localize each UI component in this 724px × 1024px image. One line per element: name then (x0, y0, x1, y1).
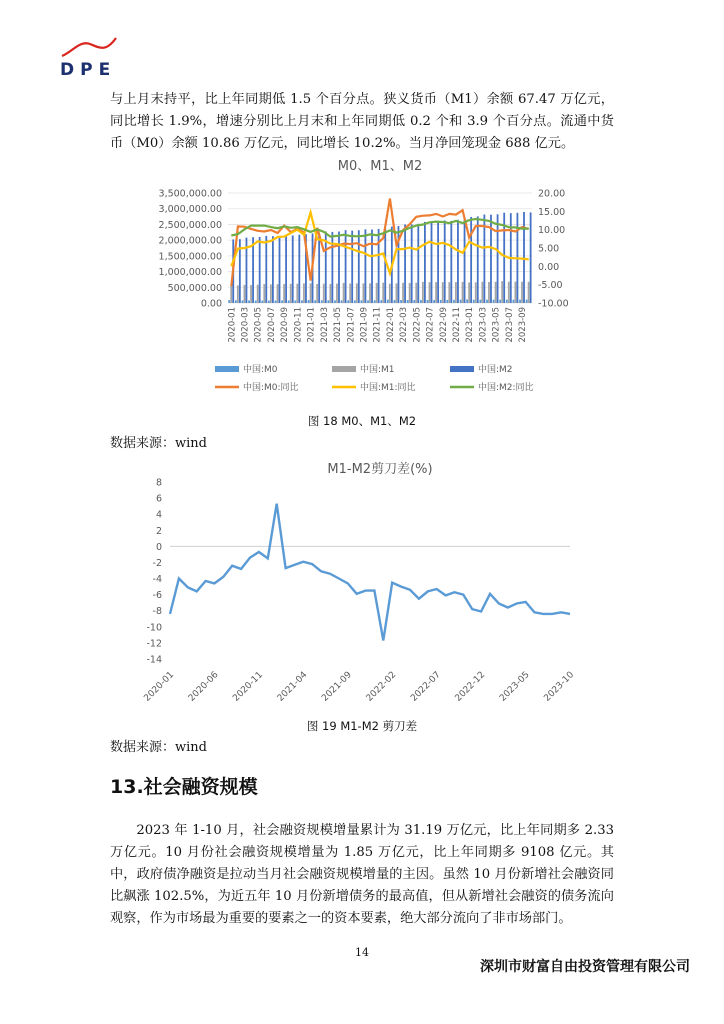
bar-m1 (323, 284, 325, 303)
bar-m2 (431, 222, 433, 303)
y-tick-label: -14 (146, 654, 162, 666)
logo-text: DPE (60, 60, 117, 80)
bar-m1 (435, 282, 437, 303)
bar-m2 (424, 222, 426, 303)
bar-m1 (521, 282, 523, 303)
bar-m0 (440, 300, 442, 303)
bar-m0 (486, 300, 488, 303)
bar-m0 (354, 300, 356, 303)
bar-m1 (429, 282, 431, 303)
x-tick-label: 2020-06 (186, 670, 221, 704)
bar-m1 (329, 284, 331, 303)
left-tick-label: 3,000,000.00 (158, 204, 222, 216)
bar-m1 (402, 283, 404, 303)
bar-m2 (358, 230, 360, 303)
paragraph-social-financing: 2023 年 1-10 月，社会融资规模增量累计为 31.19 万亿元，比上年同期多 2.33 万亿元。10 月份社会融资规模增量为 1.85 万亿元，比上年同期多 9108 亿元。其中，政府债净融资是拉动当月社会融资规模增量的主因。虽然 10 月份新增社会融资同比飙涨 102.5%，为近五年 10 月份新增债务的最高值，但从新增社会融资的债务流向观察，作为市场最为重要的要素之一的资本要素，绝大部分流向了非市场部门。 (110, 823, 614, 926)
bar-m0 (242, 300, 244, 303)
bar-m1 (310, 283, 312, 303)
x-tick-label: 2022-02 (364, 670, 399, 704)
bar-m0 (367, 300, 369, 303)
bar-m1 (356, 283, 358, 303)
bar-m2 (365, 229, 367, 303)
bar-m1 (369, 283, 371, 303)
bar-m2 (437, 221, 439, 303)
bar-m0 (400, 300, 402, 303)
chart-m0-m1-m2 (140, 150, 590, 400)
bar-m2 (371, 230, 373, 303)
figure-19-caption: 图 19 M1-M2 剪刀差 (306, 719, 418, 733)
bar-m1 (250, 285, 252, 303)
bar-m0 (294, 300, 296, 303)
y-tick-label: 6 (155, 493, 162, 505)
bar-m0 (235, 300, 237, 303)
bar-m2 (450, 221, 452, 303)
y-tick-label: -12 (146, 638, 162, 650)
bar-m1 (263, 284, 265, 303)
bar-m1 (481, 282, 483, 303)
left-tick-label: 0.00 (200, 298, 222, 310)
bar-m0 (433, 300, 435, 303)
legend-swatch (215, 366, 239, 372)
bar-m1 (409, 283, 411, 303)
figure-18-source: 数据来源：wind (110, 436, 207, 451)
bar-m1 (422, 282, 424, 303)
bar-m1 (415, 283, 417, 303)
y-tick-label: -2 (152, 557, 162, 569)
x-tick-label: 2021-01 (306, 307, 317, 343)
bar-m1 (343, 283, 345, 303)
right-tick-label: 20.00 (538, 188, 566, 200)
bar-m0 (327, 300, 329, 303)
bar-m0 (314, 300, 316, 303)
bar-m0 (513, 300, 515, 303)
logo-swoosh-icon (62, 38, 116, 56)
bar-m2 (338, 232, 340, 304)
bar-m0 (453, 300, 455, 303)
bar-m2 (279, 236, 281, 303)
x-tick-label: 2021-07 (346, 307, 357, 343)
bar-m1 (303, 283, 305, 303)
bar-m1 (376, 283, 378, 303)
bar-m1 (515, 282, 517, 303)
bar-m1 (508, 282, 510, 303)
bar-m0 (347, 300, 349, 303)
bar-m2 (404, 225, 406, 303)
bar-m1 (442, 282, 444, 303)
bar-m1 (475, 282, 477, 303)
bar-m0 (387, 300, 389, 303)
legend-label: 中国:M1 (360, 365, 395, 375)
y-tick-label: -6 (152, 590, 162, 602)
x-tick-label: 2022-11 (452, 307, 462, 343)
bar-m0 (394, 300, 396, 303)
bar-m1 (389, 284, 391, 303)
bar-m0 (519, 300, 521, 303)
company-name: 深圳市财富自由投资管理有限公司 (480, 959, 690, 975)
bar-m0 (380, 300, 382, 303)
x-tick-label: 2022-07 (425, 307, 436, 343)
x-tick-label: 2021-11 (372, 307, 383, 343)
x-tick-label: 2022-09 (438, 307, 449, 343)
bar-m0 (275, 300, 277, 303)
bar-m0 (420, 300, 422, 303)
bar-m1 (448, 282, 450, 303)
left-tick-label: 1,000,000.00 (158, 267, 222, 279)
page-number: 14 (355, 946, 369, 959)
bar-m0 (526, 300, 528, 303)
x-tick-label: 2020-07 (266, 307, 277, 343)
right-tick-label: 5.00 (538, 243, 560, 255)
y-tick-label: 0 (155, 541, 162, 553)
bar-m1 (257, 285, 259, 303)
bar-m1 (230, 286, 232, 303)
bar-m1 (382, 283, 384, 303)
x-tick-label: 2021-03 (319, 307, 330, 343)
x-tick-label: 2020-11 (293, 307, 304, 343)
legend-swatch (450, 366, 474, 372)
x-tick-label: 2022-05 (412, 307, 423, 343)
bar-m2 (345, 230, 347, 303)
x-tick-label: 2023-05 (498, 670, 532, 704)
bar-m1 (277, 284, 279, 303)
bar-m2 (272, 236, 274, 303)
bar-m0 (255, 301, 257, 303)
chart-m1-m2-scissors (130, 455, 600, 710)
bar-m2 (483, 215, 485, 303)
section-heading: 13.社会融资规模 (110, 776, 258, 798)
bar-m0 (288, 300, 290, 303)
legend-label: 中国:M2:同比 (478, 383, 534, 393)
y-tick-label: 4 (155, 509, 162, 521)
x-tick-label: 2021-05 (333, 307, 344, 343)
x-tick-label: 2021-09 (359, 307, 370, 343)
bar-m0 (301, 300, 303, 303)
bar-m1 (290, 284, 292, 303)
x-tick-label: 2023-05 (491, 307, 502, 343)
x-tick-label: 2022-03 (399, 307, 410, 343)
bar-m2 (331, 232, 333, 303)
x-tick-label: 2020-01 (227, 307, 238, 343)
x-tick-label: 2023-01 (465, 307, 476, 343)
bar-m2 (523, 212, 525, 303)
x-tick-label: 2020-01 (142, 670, 177, 704)
bar-m2 (292, 235, 294, 303)
bar-m0 (268, 301, 270, 303)
x-tick-label: 2020-09 (280, 307, 291, 343)
left-tick-label: 2,000,000.00 (158, 235, 222, 247)
bar-m0 (506, 300, 508, 303)
bar-m2 (285, 235, 287, 303)
bar-m1 (495, 282, 497, 303)
x-tick-label: 2021-04 (275, 670, 310, 704)
x-tick-label: 2023-10 (542, 670, 577, 704)
right-tick-label: 15.00 (538, 206, 566, 218)
bar-m2 (265, 236, 267, 303)
bar-m2 (530, 212, 532, 303)
x-tick-label: 2022-12 (453, 670, 488, 704)
bar-m2 (444, 220, 446, 303)
left-tick-label: 3,500,000.00 (158, 188, 222, 200)
bar-m2 (318, 233, 320, 303)
bar-m2 (259, 237, 261, 303)
bar-m0 (361, 300, 363, 303)
left-tick-label: 2,500,000.00 (158, 219, 222, 231)
y-tick-label: -4 (152, 574, 162, 586)
bar-m1 (270, 284, 272, 303)
bar-m1 (468, 282, 470, 303)
x-tick-label: 2020-11 (231, 670, 266, 704)
x-tick-label: 2020-03 (240, 307, 251, 343)
figure-18-caption: 图 18 M0、M1、M2 (307, 414, 417, 428)
figure-19-source: 数据来源：wind (110, 740, 207, 755)
bar-m1 (336, 284, 338, 303)
bar-m2 (457, 220, 459, 303)
bar-m0 (281, 300, 283, 303)
bar-m2 (298, 235, 300, 303)
chart-title: M0、M1、M2 (337, 159, 423, 174)
y-tick-label: -8 (152, 606, 162, 618)
legend-label: 中国:M0:同比 (243, 383, 299, 393)
right-tick-label: 0.00 (538, 261, 560, 273)
bar-m0 (341, 300, 343, 303)
bar-m2 (470, 217, 472, 303)
legend-label: 中国:M1:同比 (360, 383, 416, 393)
bar-m2 (351, 231, 353, 303)
bar-m1 (316, 284, 318, 303)
bar-m2 (252, 237, 254, 303)
bar-m1 (396, 283, 398, 303)
bar-m0 (334, 300, 336, 303)
right-tick-label: -10.00 (538, 298, 569, 310)
bar-m0 (427, 300, 429, 303)
bar-m1 (296, 284, 298, 303)
legend-label: 中国:M2 (478, 365, 513, 375)
bar-m0 (460, 300, 462, 303)
bar-m0 (493, 300, 495, 303)
x-tick-label: 2020-05 (253, 307, 264, 343)
left-tick-label: 500,000.00 (167, 282, 222, 294)
bar-m2 (417, 224, 419, 303)
x-tick-label: 2023-07 (504, 307, 515, 343)
bar-m0 (413, 300, 415, 303)
bar-m0 (248, 300, 250, 303)
chart-title: M1-M2剪刀差(%) (327, 462, 433, 477)
bar-m2 (378, 229, 380, 303)
x-tick-label: 2022-01 (385, 307, 396, 343)
bar-m2 (497, 214, 499, 303)
y-tick-label: 2 (155, 525, 162, 537)
legend-label: 中国:M0 (243, 365, 278, 375)
bar-m0 (466, 299, 468, 303)
scissors-line (170, 504, 570, 641)
bar-m1 (501, 281, 503, 303)
bar-m1 (488, 282, 490, 303)
x-tick-label: 2023-03 (478, 307, 489, 343)
x-tick-label: 2021-09 (320, 670, 354, 704)
bar-m1 (283, 284, 285, 303)
bar-m1 (363, 283, 365, 303)
bar-m0 (407, 300, 409, 303)
right-tick-label: 10.00 (538, 225, 566, 237)
bar-m0 (374, 300, 376, 303)
bar-m2 (384, 228, 386, 303)
bar-m1 (237, 285, 239, 303)
bar-m0 (473, 300, 475, 303)
bar-m1 (528, 282, 530, 303)
bar-m0 (308, 300, 310, 303)
y-tick-label: 8 (155, 477, 162, 489)
bar-m1 (244, 285, 246, 303)
bar-m0 (261, 301, 263, 303)
legend-swatch (332, 366, 356, 372)
bar-m1 (462, 282, 464, 303)
bar-m0 (479, 300, 481, 303)
paragraph-money-supply: 与上月末持平，比上年同期低 1.5 个百分点。狭义货币（M1）余额 67.47 万亿元，同比增长 1.9%，增速分别比上月末和上年同期低 0.2 个和 3.9 个百分点。流通中货币（M0）余额 10.86 万亿元，同比增长 10.2%。当月净回笼现金 688 亿元。 (110, 92, 614, 151)
bar-m0 (446, 300, 448, 303)
bar-m0 (228, 300, 230, 303)
y-tick-label: -10 (146, 622, 162, 634)
right-tick-label: -5.00 (538, 280, 563, 292)
left-tick-label: 1,500,000.00 (158, 251, 222, 263)
bar-m1 (349, 284, 351, 303)
bar-m0 (321, 300, 323, 303)
bar-m1 (455, 282, 457, 303)
x-tick-label: 2022-07 (409, 670, 443, 704)
bar-m2 (464, 219, 466, 303)
bar-m0 (499, 300, 501, 303)
bar-m2 (411, 224, 413, 303)
x-tick-label: 2023-09 (518, 307, 529, 343)
bar-m2 (477, 216, 479, 303)
